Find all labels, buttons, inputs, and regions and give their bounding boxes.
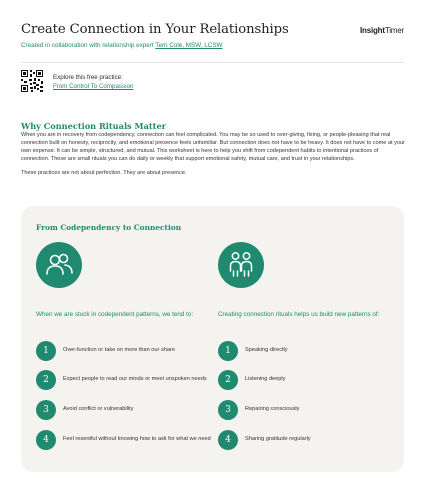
practice-label: Explore this free practice: <box>53 74 123 81</box>
practice-link[interactable]: From Control To Compassion <box>53 83 134 90</box>
number-badge: 1 <box>218 341 238 361</box>
practice-text <box>53 74 133 90</box>
number-badge: 4 <box>36 430 56 450</box>
card-title: From Codependency to Connection <box>36 223 182 232</box>
list-item <box>36 370 211 390</box>
item-text: Over-function or take on more than our share <box>63 347 175 354</box>
connection-column <box>218 206 393 472</box>
qr-code-icon[interactable] <box>21 70 43 92</box>
subtitle-prefix: Created in collaboration with relationship expert <box>21 42 156 49</box>
codependency-heading: When we are stuck in codependent patterns, we tend to: <box>36 311 194 318</box>
expert-link[interactable]: Terri Cole, MSW, LCSW <box>155 42 223 49</box>
list-item <box>218 430 393 450</box>
number-badge: 1 <box>36 341 56 361</box>
intro-paragraph-2: These practices are not about perfection. They are about presence. <box>21 169 187 176</box>
header <box>21 22 404 49</box>
logo-bold: Insight <box>360 26 385 35</box>
item-text: Repairing consciously <box>245 406 300 413</box>
intro-paragraph-1: When you are in recovery from codependency, connection can feel complicated. You may be so used to over-giving, fixing, or people-pleasing that real connection built on honesty, reciprocity, and emotional presence feels unfamiliar. But connection does not have to be heavy. It does not have to come at your own expense. It can be simple, structured, and mutual. This worksheet is here to help you shift from codependent habits to intentional practices of connection. These are small rituals you can do daily or weekly that support emotional safety, mutual care, and trust in your relationships. <box>21 132 405 162</box>
codependency-column <box>36 206 211 472</box>
page-title: Create Connection in Your Relationships <box>21 22 289 37</box>
item-text: Listening deeply <box>245 376 286 383</box>
connected-people-icon <box>218 242 264 288</box>
list-item <box>218 370 393 390</box>
comparison-card <box>21 206 404 472</box>
subtitle <box>21 42 404 49</box>
logo-light: Timer <box>384 26 404 35</box>
two-people-icon <box>36 242 82 288</box>
item-text: Avoid conflict or vulnerability <box>63 406 134 413</box>
intro-text <box>21 132 406 177</box>
item-text: Feel resentful without knowing how to ask for what we need <box>63 436 211 443</box>
number-badge: 3 <box>218 400 238 420</box>
number-badge: 2 <box>218 370 238 390</box>
item-text: Expect people to read our minds or meet unspoken needs <box>63 376 207 383</box>
insight-timer-logo <box>360 26 404 35</box>
item-text: Speaking directly <box>245 347 288 354</box>
list-item <box>36 341 211 361</box>
item-text: Sharing gratitude regularly <box>245 436 311 443</box>
list-item <box>36 400 211 420</box>
number-badge: 4 <box>218 430 238 450</box>
header-divider <box>21 62 404 63</box>
list-item <box>36 430 211 450</box>
connection-heading: Creating connection rituals helps us build new patterns of: <box>218 311 380 318</box>
number-badge: 3 <box>36 400 56 420</box>
list-item <box>218 400 393 420</box>
list-item <box>218 341 393 361</box>
section-title: Why Connection Rituals Matter <box>21 121 166 131</box>
number-badge: 2 <box>36 370 56 390</box>
